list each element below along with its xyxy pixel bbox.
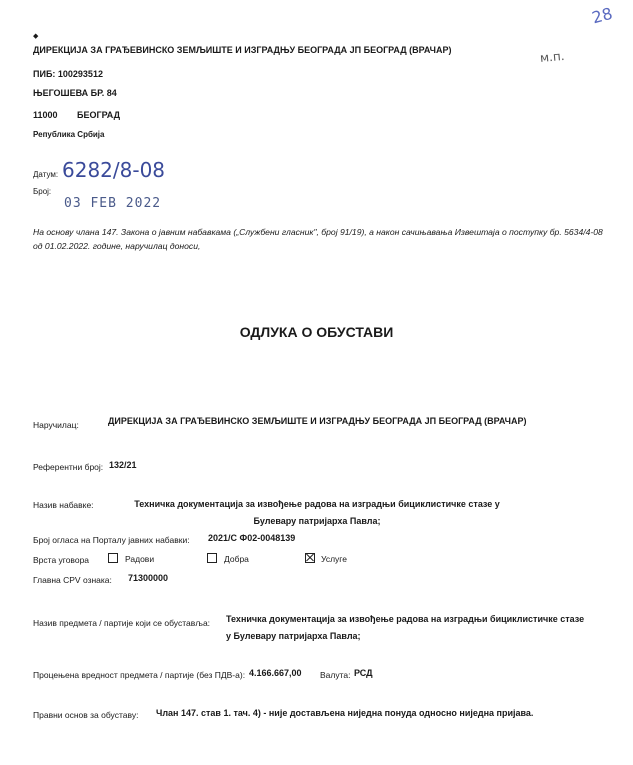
procurement-name-value: Техничка документација за извођење радова на изградњи бициклистичке стазе у Булевару патријарха Павла; xyxy=(134,499,500,526)
goods-option-label: Добра xyxy=(224,554,249,564)
works-checkbox[interactable] xyxy=(108,553,118,563)
mp-mark: м.п. xyxy=(539,48,566,66)
subject-label: Назив предмета / партије који се обуставља: xyxy=(33,618,211,628)
buyer-label: Наручилац: xyxy=(33,420,79,430)
country: Република Србија xyxy=(33,130,105,139)
currency-label: Валута: xyxy=(320,670,351,680)
subject-value: Техничка документација за извођење радова на изградњи бициклистичке стазе у Булевару патријарха Павла; xyxy=(226,614,585,641)
city: БЕОГРАД xyxy=(77,110,121,120)
org-name: ДИРЕКЦИЈА ЗА ГРАЂЕВИНСКО ЗЕМЉИШТЕ И ИЗГРАДЊУ БЕОГРАДА ЈП БЕОГРАД (ВРАЧАР) xyxy=(33,45,452,55)
services-checkbox[interactable] xyxy=(305,553,315,563)
cpv-value: 71300000 xyxy=(128,573,169,583)
works-option-label: Радови xyxy=(125,554,155,564)
decision-title: ОДЛУКА О ОБУСТАВИ xyxy=(239,324,394,340)
procurement-name-label: Назив набавке: xyxy=(33,500,94,510)
legal-basis-label: Правни основ за обуставу: xyxy=(33,710,139,720)
estimated-value: 4.166.667,00 xyxy=(249,668,302,678)
date-label: Датум: xyxy=(33,170,59,179)
portal-value: 2021/С Ф02-0048139 xyxy=(208,533,296,543)
portal-label: Број огласа на Порталу јавних набавки: xyxy=(33,535,190,545)
cpv-label: Главна CPV ознака: xyxy=(33,575,112,585)
date-handwritten: 6282/8-08 xyxy=(62,158,166,182)
currency-value: РСД xyxy=(354,668,373,678)
reference-value: 132/21 xyxy=(109,460,137,470)
corner-handwritten-mark: 28 xyxy=(589,3,615,28)
received-stamp-date: 03 FEB 2022 xyxy=(64,196,162,211)
bullet-mark: ◆ xyxy=(33,33,39,40)
buyer-value: ДИРЕКЦИЈА ЗА ГРАЂЕВИНСКО ЗЕМЉИШТЕ И ИЗГРАДЊУ БЕОГРАДА ЈП БЕОГРАД (ВРАЧАР) xyxy=(108,416,527,426)
street: ЊЕГОШЕВА БР. 84 xyxy=(33,88,117,98)
reference-label: Референтни број: xyxy=(33,462,104,472)
number-label: Број: xyxy=(33,187,52,196)
services-option-label: Услуге xyxy=(321,554,347,564)
contract-type-label: Врста уговора xyxy=(33,555,90,565)
goods-checkbox[interactable] xyxy=(207,553,217,563)
pib: ПИБ: 100293512 xyxy=(33,69,103,79)
postal-code: 11000 xyxy=(33,110,58,120)
legal-basis-value: Члан 147. став 1. тач. 4) - није достављена ниједна понуда односно ниједна пријава. xyxy=(156,708,534,718)
intro-paragraph: На основу члана 147. Закона о јавним набавкама („Службени гласник", број 91/19), а након сачињавања Извештаја о поступку бр. 5634/4-08 од 01.02.2022. године, наручилац доноси, xyxy=(33,227,603,251)
estimated-value-label: Процењена вредност предмета / партије (без ПДВ-а): xyxy=(33,670,246,680)
